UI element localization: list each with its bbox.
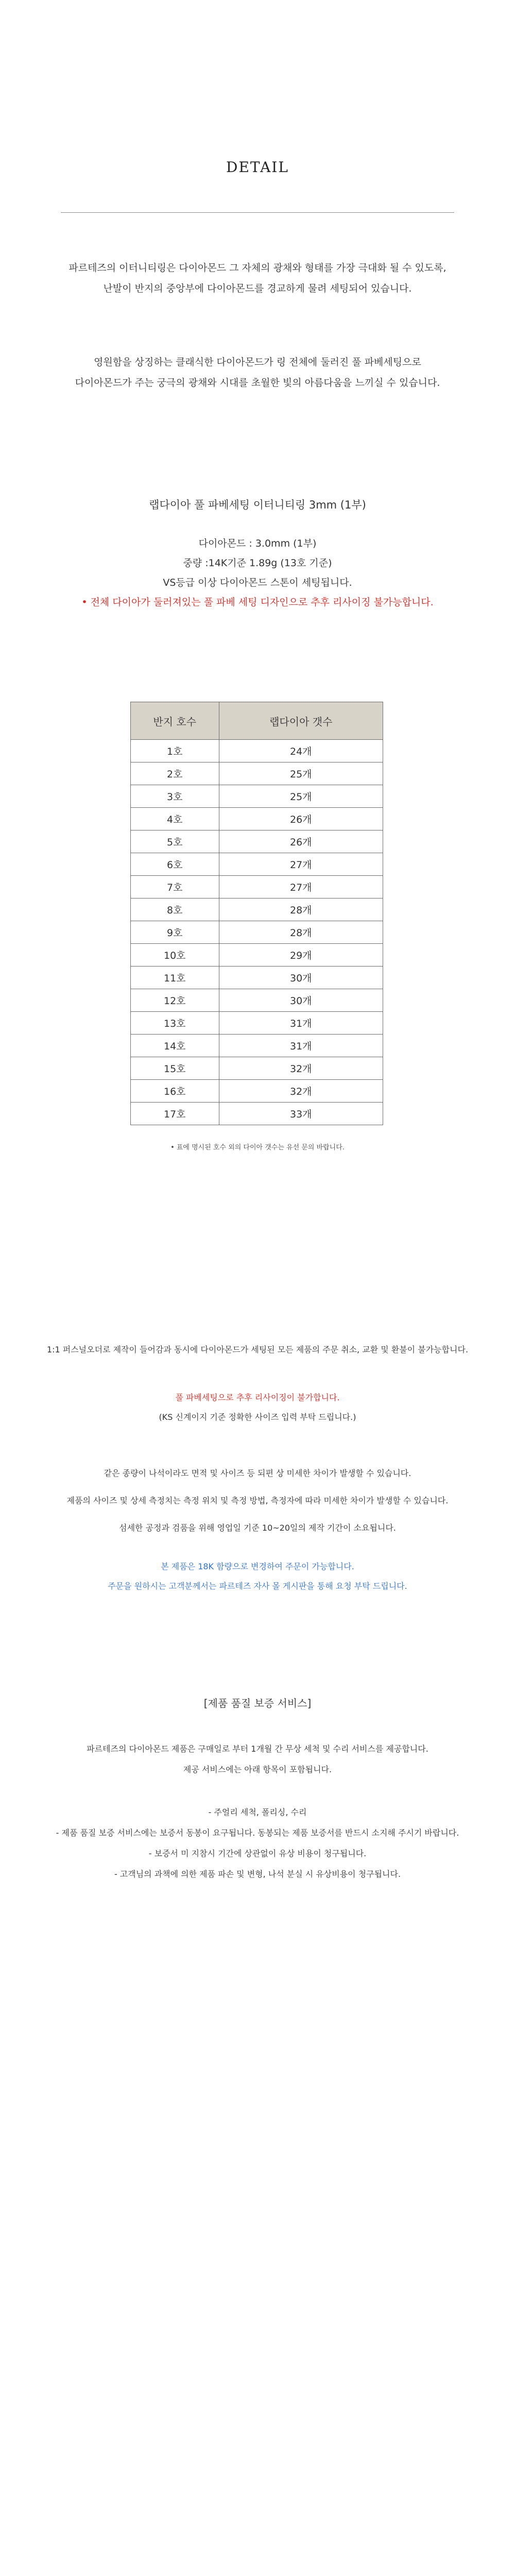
ks-size-note: (KS 신계이지 기준 정확한 사이즈 입력 부탁 드립니다.) (159, 1412, 356, 1422)
intro-line: 영원함을 상징하는 클래식한 다이아몬드가 링 전체에 둘러진 풀 파베세팅으로 (94, 357, 421, 368)
ring-size-cell: 17호 (131, 1103, 219, 1125)
diamond-count-cell: 24개 (219, 740, 383, 762)
diamond-count-cell: 25개 (219, 785, 383, 808)
table-note: • 표에 명시된 호수 외의 다이아 갯수는 유선 문의 바랍니다. (170, 1144, 345, 1151)
quality-item: - 주얼리 세척, 폴리싱, 수리 (208, 1807, 307, 1817)
spec-line: 다이아몬드 : 3.0mm (1부) (198, 538, 317, 549)
table-row (131, 853, 383, 876)
diamond-count-cell: 26개 (219, 831, 383, 853)
table-row (131, 762, 383, 785)
gold-option-notice (0, 1557, 515, 1596)
ring-size-cell: 15호 (131, 1057, 219, 1080)
quality-intro (0, 1739, 515, 1780)
ring-size-cell: 4호 (131, 808, 219, 831)
diamond-count-cell: 32개 (219, 1080, 383, 1103)
table-row (131, 967, 383, 989)
diamond-count-cell: 31개 (219, 1012, 383, 1035)
quality-items (0, 1802, 515, 1885)
table-row (131, 808, 383, 831)
intro-paragraph-2 (0, 352, 515, 393)
ring-size-cell: 9호 (131, 921, 219, 944)
notice-line: 제품의 사이즈 및 상세 측정치는 측정 위치 및 측정 방법, 측정자에 따라 미세한 차이가 발생할 수 있습니다. (66, 1496, 449, 1505)
size-table (130, 702, 383, 1125)
table-row (131, 944, 383, 967)
resize-not-possible: 풀 파베세팅으로 추후 리사이징이 불가합니다. (175, 1393, 340, 1402)
diamond-count-cell: 33개 (219, 1103, 383, 1125)
quality-item: - 고객님의 과책에 의한 제품 파손 및 변형, 나석 분실 시 유상비용이 청구됩니다. (114, 1869, 401, 1879)
diamond-count-cell: 27개 (219, 876, 383, 899)
table-header-row (131, 702, 383, 740)
ring-size-cell: 5호 (131, 831, 219, 853)
diamond-count-cell: 28개 (219, 899, 383, 921)
intro-line: 난발이 반지의 중앙부에 다이아몬드를 경교하게 물려 세팅되어 있습니다. (103, 283, 412, 294)
table-row (131, 785, 383, 808)
table-row (131, 876, 383, 899)
quality-item: - 제품 품질 보증 서비스에는 보증서 동봉이 요구됩니다. 동봉되는 제품 보증서를 반드시 소지해 주시기 바랍니다. (56, 1828, 459, 1838)
quality-title: [제품 품질 보증 서비스] (203, 1697, 312, 1709)
diamond-count-cell: 28개 (219, 921, 383, 944)
notice-line: 본 제품은 18K 함량으로 변경하여 주문이 가능합니다. (161, 1562, 354, 1571)
title-divider (61, 212, 454, 213)
quality-line: 파르테즈의 다이아몬드 제품은 구매일로 부터 1개월 간 무상 세척 및 수리 서비스를 제공합니다. (87, 1744, 428, 1754)
table-row (131, 921, 383, 944)
custom-order-notice: 1:1 퍼스널오더로 제작이 들어감과 동시에 다이아몬드가 세팅된 모든 제품의 주문 취소, 교환 및 환불이 불가능합니다. (46, 1345, 469, 1354)
ring-size-cell: 10호 (131, 944, 219, 967)
table-row (131, 1103, 383, 1125)
intro-line: 다이아몬드가 주는 궁극의 광채와 시대를 초월한 빛의 아름다움을 느끼실 수 있습니다. (75, 377, 440, 388)
header-ring-size: 반지 호수 (131, 702, 219, 740)
resize-warning: • 전체 다이아가 둘러져있는 풀 파베 세팅 디자인으로 추후 리사이징 불가능합니다. (81, 597, 434, 608)
diamond-count-cell: 32개 (219, 1057, 383, 1080)
product-name: 랩다이아 풀 파베세팅 이터니티링 3mm (1부) (149, 499, 366, 511)
size-table-container (130, 702, 383, 1125)
table-row (131, 1012, 383, 1035)
section-title: DETAIL (226, 159, 289, 176)
diamond-count-cell: 27개 (219, 853, 383, 876)
notice-line: 같은 종량이 나석이라도 면적 및 사이즈 등 되편 상 미세한 차이가 발생할 수 있습니다. (104, 1468, 411, 1478)
table-row (131, 831, 383, 853)
diamond-count-cell: 30개 (219, 967, 383, 989)
intro-paragraph-1 (0, 258, 515, 299)
ring-size-cell: 13호 (131, 1012, 219, 1035)
intro-line: 파르테즈의 이터니티링은 다이아몬드 그 자체의 광채와 형태를 가장 극대화 될 수 있도록, (68, 262, 447, 274)
notice-line: 섬세한 공정과 검품을 위해 영업일 기준 10~20일의 제작 기간이 소요됩니다. (119, 1523, 396, 1533)
diamond-count-cell: 31개 (219, 1035, 383, 1057)
ring-size-cell: 6호 (131, 853, 219, 876)
ring-size-cell: 16호 (131, 1080, 219, 1103)
diamond-count-cell: 25개 (219, 762, 383, 785)
quality-line: 제공 서비스에는 아래 항목이 포함됩니다. (183, 1765, 332, 1774)
table-row (131, 740, 383, 762)
ring-size-cell: 14호 (131, 1035, 219, 1057)
table-row (131, 1057, 383, 1080)
ring-size-cell: 11호 (131, 967, 219, 989)
variation-notice (0, 1460, 515, 1541)
ring-size-cell: 3호 (131, 785, 219, 808)
diamond-count-cell: 30개 (219, 989, 383, 1012)
spec-line: 중량 :14K기준 1.89g (13호 기준) (183, 557, 332, 569)
diamond-count-cell: 26개 (219, 808, 383, 831)
spec-line: VS등급 이상 다이아몬드 스톤이 세팅됩니다. (163, 577, 352, 588)
table-row (131, 899, 383, 921)
ring-size-cell: 1호 (131, 740, 219, 762)
ring-size-cell: 7호 (131, 876, 219, 899)
ring-size-cell: 8호 (131, 899, 219, 921)
diamond-count-cell: 29개 (219, 944, 383, 967)
table-row (131, 1080, 383, 1103)
notice-line: 주문을 원하시는 고객분께서는 파르테즈 자사 몰 게시판을 통해 요청 부탁 드립니다. (108, 1581, 407, 1591)
quality-item: - 보증서 미 지참시 기간에 상관없이 유상 비용이 청구됩니다. (148, 1849, 367, 1858)
product-specs (0, 534, 515, 612)
ring-size-cell: 2호 (131, 762, 219, 785)
ring-size-cell: 12호 (131, 989, 219, 1012)
table-row (131, 989, 383, 1012)
header-diamond-count: 랩다이아 갯수 (219, 702, 383, 740)
table-row (131, 1035, 383, 1057)
